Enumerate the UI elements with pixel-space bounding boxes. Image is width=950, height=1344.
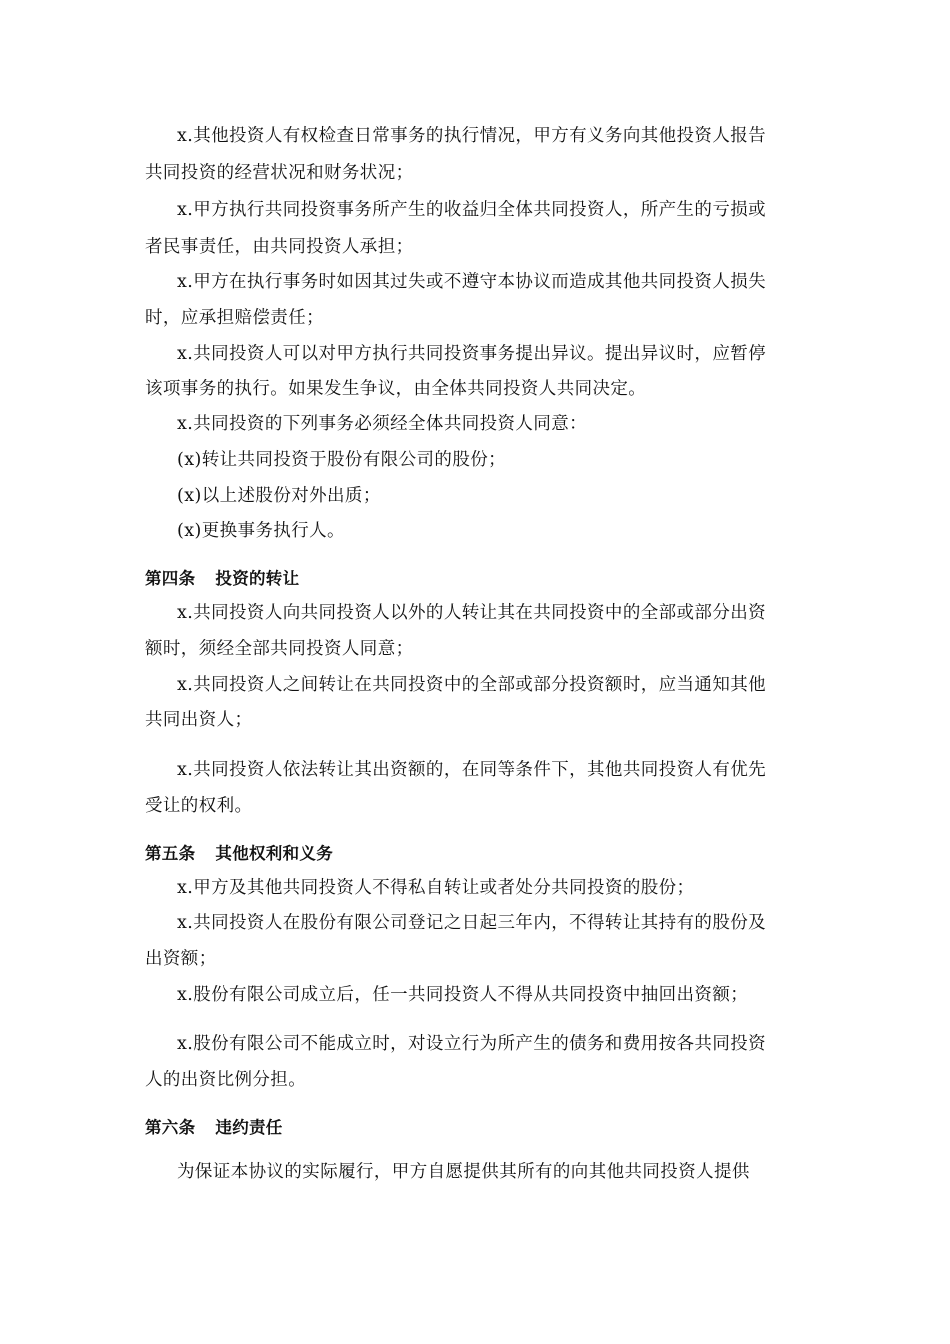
paragraph-line: 出资额； (145, 949, 217, 969)
list-item: (x)以上述股份对外出质； (177, 486, 381, 506)
paragraph-line: x.共同投资的下列事务必须经全体共同投资人同意： (177, 414, 588, 434)
paragraph-line: 该项事务的执行。如果发生争议，由全体共同投资人共同决定。 (145, 379, 647, 399)
paragraph-line: x.共同投资人向共同投资人以外的人转让其在共同投资中的全部或部分出资 (177, 603, 767, 623)
paragraph-line: x.共同投资人在股份有限公司登记之日起三年内，不得转让其持有的股份及 (177, 913, 767, 933)
paragraph-line: x.股份有限公司成立后，任一共同投资人不得从共同投资中抽回出资额； (177, 985, 749, 1005)
paragraph-line: 时，应承担赔偿责任； (145, 308, 324, 328)
section-title: 投资的转让 (215, 569, 300, 588)
paragraph-line: x.共同投资人依法转让其出资额的，在同等条件下，其他共同投资人有优先 (177, 760, 767, 780)
section-title: 违约责任 (215, 1118, 283, 1137)
paragraph-line: x.其他投资人有权检查日常事务的执行情况，甲方有义务向其他投资人报告 (177, 126, 767, 146)
list-item: (x)转让共同投资于股份有限公司的股份； (177, 450, 507, 470)
paragraph-line: x.共同投资人可以对甲方执行共同投资事务提出异议。提出异议时，应暂停 (177, 344, 767, 364)
paragraph-line: 共同出资人； (145, 710, 253, 730)
section-heading-5 (145, 842, 333, 866)
section-number: 第四条 (145, 569, 196, 588)
paragraph-line: 为保证本协议的实际履行，甲方自愿提供其所有的向其他共同投资人提供 (177, 1162, 750, 1182)
paragraph-line: 人的出资比例分担。 (145, 1070, 307, 1090)
section-number: 第六条 (145, 1118, 196, 1137)
paragraph-line: 受让的权利。 (145, 796, 253, 816)
paragraph-line: x.共同投资人之间转让在共同投资中的全部或部分投资额时，应当通知其他 (177, 675, 767, 695)
section-heading-4 (145, 567, 299, 591)
section-title: 其他权利和义务 (215, 844, 334, 863)
paragraph-line: 额时，须经全部共同投资人同意； (145, 639, 414, 659)
paragraph-line: 者民事责任，由共同投资人承担； (145, 237, 414, 257)
section-heading-6 (145, 1116, 283, 1140)
paragraph-line: 共同投资的经营状况和财务状况； (145, 163, 414, 183)
paragraph-line: x.股份有限公司不能成立时，对设立行为所产生的债务和费用按各共同投资 (177, 1034, 767, 1054)
list-item: (x)更换事务执行人。 (177, 521, 345, 541)
paragraph-line: x.甲方执行共同投资事务所产生的收益归全体共同投资人，所产生的亏损或 (177, 200, 767, 220)
section-number: 第五条 (145, 844, 196, 863)
paragraph-line: x.甲方及其他共同投资人不得私自转让或者处分共同投资的股份； (177, 878, 695, 898)
paragraph-line: x.甲方在执行事务时如因其过失或不遵守本协议而造成其他共同投资人损失 (177, 272, 767, 292)
